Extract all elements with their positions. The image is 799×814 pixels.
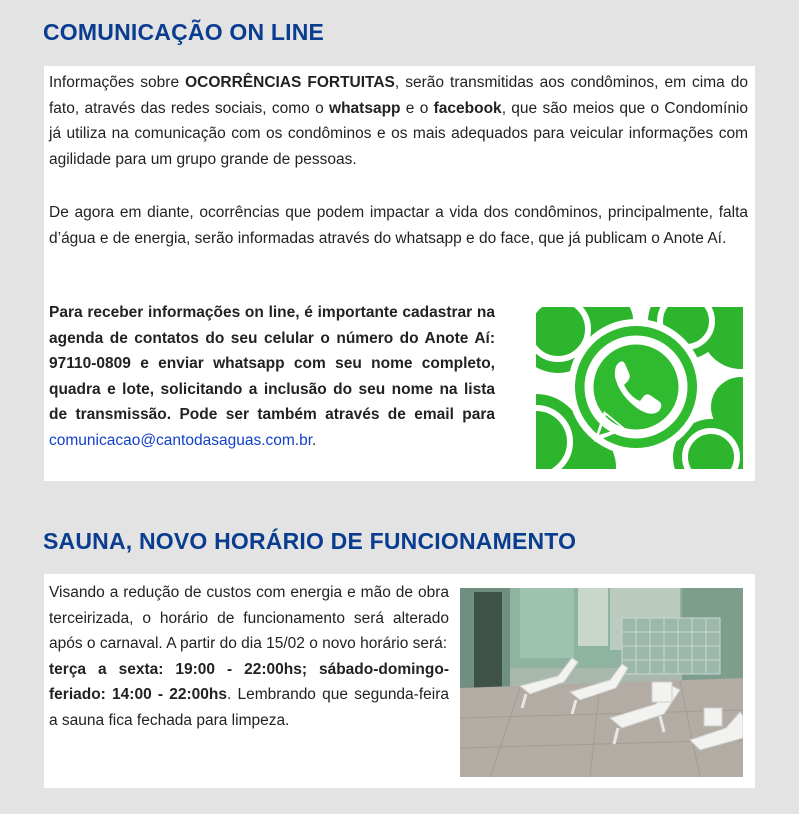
comunicacao-paragraph-3 <box>49 300 495 454</box>
sauna-photo <box>460 588 743 777</box>
section-title-comunicacao: COMUNICAÇÃO ON LINE <box>43 19 325 45</box>
p1-text-2: , serão transmitidas aos condôminos, em cima do fato, através das redes sociais, como o <box>49 74 748 117</box>
sauna-paragraph <box>49 580 449 734</box>
sauna-room-image <box>460 588 743 777</box>
sauna-hours-text: terça a sexta: 19:00 - 22:00hs; sábado-domingo-feriado: 14:00 - 22:00hs <box>49 660 449 704</box>
whatsapp-icon <box>536 307 743 469</box>
comunicacao-panel <box>44 66 755 481</box>
facebook-text: facebook <box>433 99 502 117</box>
sauna-text-2: . Lembrando que segunda-feira a sauna fica fechada para limpeza. <box>49 686 449 729</box>
instructions-bold-text: Para receber informações on line, é importante cadastrar na agenda de contatos do seu celular o número do Anote Aí: 97110-0809 e enviar whatsapp com seu nome completo, quadra e lote, solicitando a inclusão do seu nome na lista de transmissão. Pode ser também através de email para <box>49 304 495 424</box>
section-title-sauna: SAUNA, NOVO HORÁRIO DE FUNCIONAMENTO <box>43 528 577 554</box>
sauna-panel <box>44 574 755 788</box>
whatsapp-text: whatsapp <box>329 99 401 117</box>
sauna-text-1: Visando a redução de custos com energia e mão de obra terceirizada, o horário de funcionamento será alterado após o carnaval. A partir do dia 15/02 o novo horário será: <box>49 584 449 653</box>
p3-end: . <box>312 431 317 449</box>
whatsapp-logo-image <box>536 307 743 469</box>
comunicacao-paragraph-2: De agora em diante, ocorrências que podem impactar a vida dos condôminos, principalmente, falta d’água e de energia, serão informadas através do whatsapp e do face, que já publicam o Anote Aí. <box>49 204 748 247</box>
ocorrencias-fortuitas-text: OCORRÊNCIAS FORTUITAS <box>185 74 395 91</box>
email-link[interactable]: comunicacao@cantodasaguas.com.br <box>49 431 313 449</box>
p1-text-4: , que são meios que o Condomínio já utiliza na comunicação com os condôminos e os mais adequados para veicular informações com agilidade para um grupo grande de pessoas. <box>49 99 749 168</box>
p1-text-1: Informações sobre <box>49 74 186 91</box>
comunicacao-paragraph-1 <box>49 70 748 172</box>
p1-text-3: e o <box>400 99 434 117</box>
